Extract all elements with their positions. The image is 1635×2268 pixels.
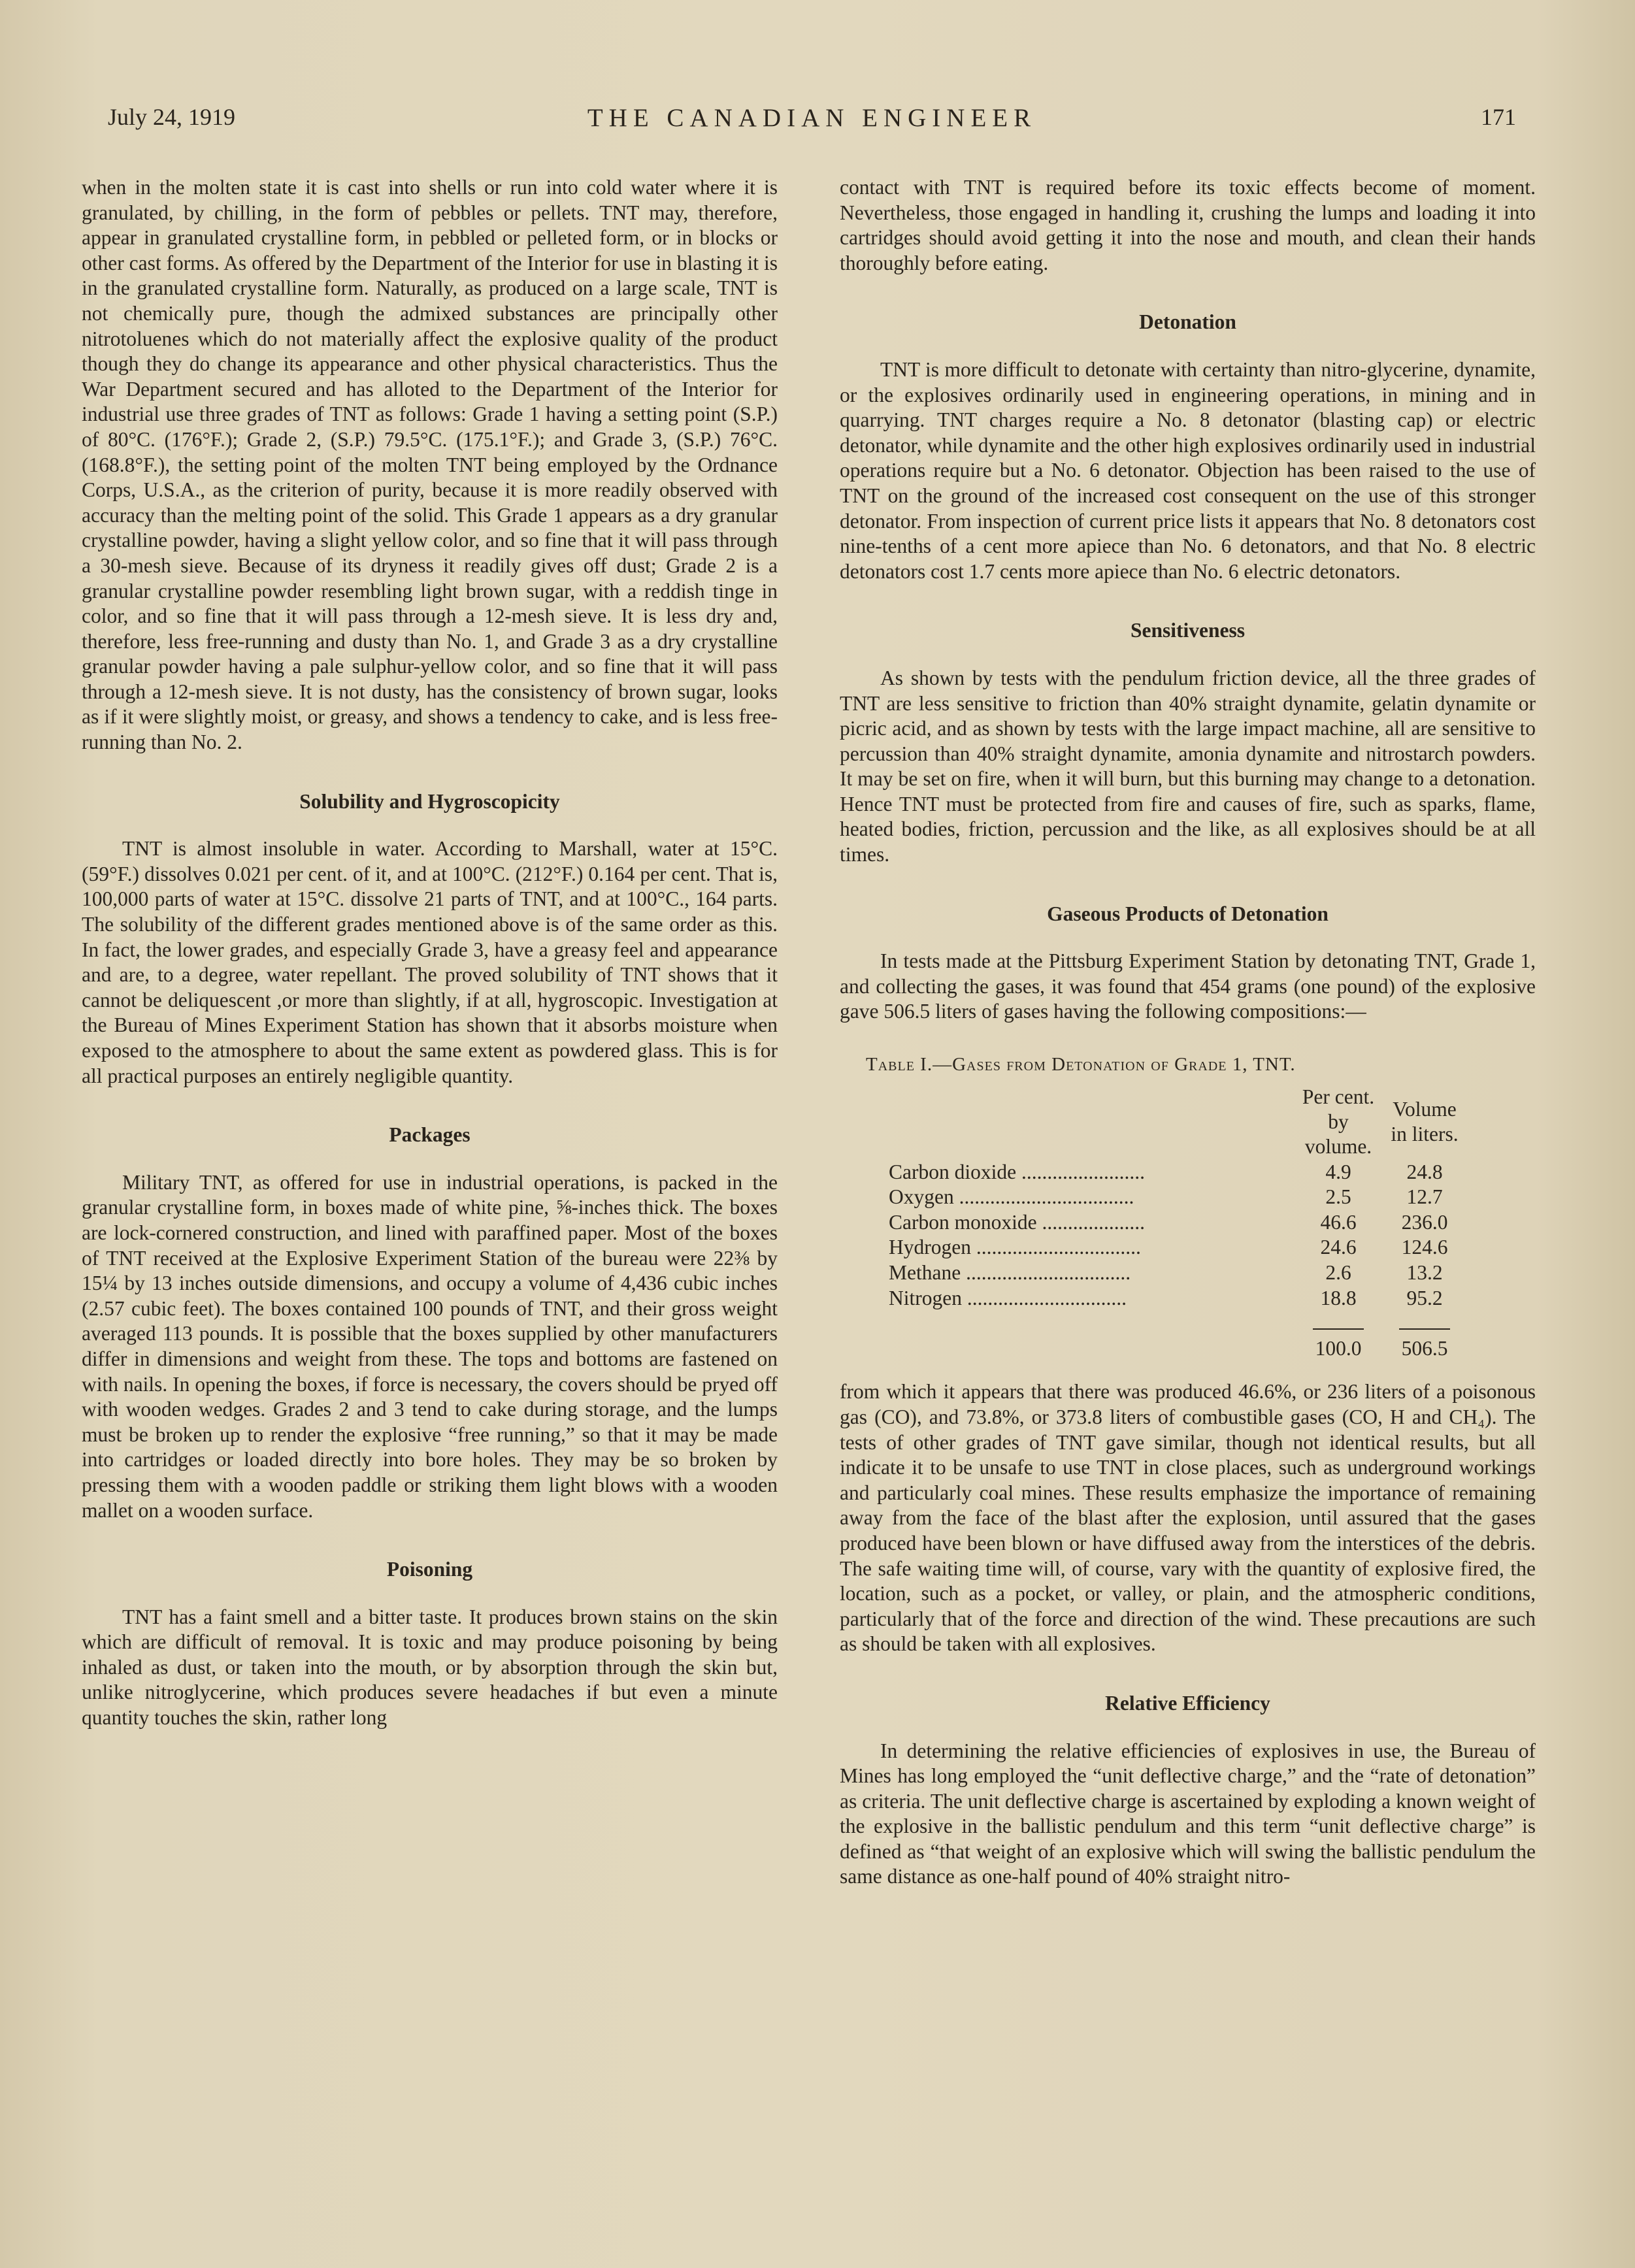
paragraph-detonation: TNT is more difficult to detonate with certainty than nitro-glycerine, dynamite, or the explosives ordinarily used in engineering operations, in mining and in quarrying. TNT charges require a No. 8 detonator (blasting cap) or electric detonator, while dynamite and the other high explosives ordinarily used in industrial operations require but a No. 6 detonator. Objection has been raised to the use of TNT on the ground of the increased cost consequent on the use of this stronger detonator. From inspection of current price lists it appears that No. 8 detonators cost nine-tenths of a cent more apiece than No. 6 detonators, and that No. 8 electric detonators cost 1.7 cents more apiece than No. 6 electric detonators. [840,357,1536,583]
heading-detonation: Detonation [1139,310,1236,334]
heading-gaseous-products: Gaseous Products of Detonation [1047,902,1329,925]
issue-date: July 24, 1919 [108,104,236,130]
paragraph-solubility: TNT is almost insoluble in water. According to Marshall, water at 15°C. (59°F.) dissolves 0.021 per cent. of it, and at 100°C. (212°F.) 0.164 per cent. That is, 100,000 parts of water at 15°C. dissolve 21 parts of TNT, and at 100°C., 164 parts. The solubility of the different grades mentioned above is of the same order as this. In fact, the lower grades, and especially Grade 3, have a greasy feel and appearance and are, to a degree, water repellant. The proved solubility of TNT shows that it cannot be deliquescent ,or more than slightly, if at all, hygroscopic. Investigation at the Bureau of Mines Experiment Station has shown that it absorbs moisture when exposed to the atmosphere to about the same extent as powdered glass. This is for all practical purposes an entirely negligible quantity. [82,837,778,1087]
sum-rule [1399,1328,1450,1330]
paragraph-gaseous-products: In tests made at the Pittsburg Experiment Station by detonating TNT, Grade 1, and collecting the gases, it was found that 454 grams (one pound) of the explosive gave 506.5 liters of gases having the following compositions:— [840,949,1536,1023]
table-total-row: 100.0 506.5 [1315,1336,1448,1360]
table-caption: Table I.—Gases from Detonation of Grade 1, TNT. [866,1054,1296,1076]
heading-relative-efficiency: Relative Efficiency [1105,1691,1270,1715]
paragraph-toxic-contact: contact with TNT is required before its toxic effects become of moment. Nevertheless, those engaged in handling it, crushing the lumps and loading it into cartridges should avoid getting it into the nose and mouth, and clean their hands thoroughly before eating. [840,176,1536,274]
table-rule-row [889,1311,1468,1336]
left-column [82,175,778,1731]
table-header-row [889,1084,1468,1160]
table-row: Methane ................................ 2.6 13.2 [889,1261,1443,1284]
table-row: Carbon monoxide .................... 46.6 236.0 [889,1210,1448,1234]
journal-title: THE CANADIAN ENGINEER [587,104,1037,132]
right-column [840,175,1536,1890]
sum-rule [1313,1328,1364,1330]
header-percent: Per cent. by volume. [1302,1085,1375,1158]
page-header [108,103,1516,142]
paragraph-poisoning: TNT has a faint smell and a bitter taste. It produces brown stains on the skin which are difficult of removal. It is toxic and may produce poisoning by being inhaled as dust, or taken into the mouth, or by absorption through the skin but, unlike nitroglycerine, which produces severe headaches if but even a minute quantity touches the skin, rather long [82,1605,778,1730]
table-row: Oxygen .................................. 2.5 12.7 [889,1185,1443,1209]
paragraph-gas-results: from which it appears that there was produced 46.6%, or 236 liters of a poisonous gas (CO), and 73.8%, or 373.8 liters of combustible gases (CO, H and CH₄). The tests of other grades of TNT gave similar, though not identical results, but all indicate it to be unsafe to use TNT in close places, such as underground workings and particularly coal mines. These results emphasize the importance of remaining away from the face of the blast after the explosion, until assured that the gases produced have been blown or have diffused away from the interstices of the debris. The safe waiting time will, of course, vary with the quantity of explosive fired, the location, such as a pocket, or valley, or plain, and the atmospheric conditions, particularly that of the force and direction of the wind. These precautions are such as should be taken with all explosives. [840,1380,1536,1656]
paragraph-sensitiveness: As shown by tests with the pendulum friction device, all the three grades of TNT are less sensitive to friction than 40% straight dynamite, gelatin dynamite or picric acid, and as shown by tests with the large impact machine, all are sensitive to percussion than 40% straight dynamite, amonia dynamite and nitrostarch powders. It may be set on fire, when it will burn, but this burning may change to a detonation. Hence TNT must be protected from fire and causes of fire, such as sparks, flame, heated bodies, friction, percussion and the like, as all explosives should be at all times. [840,666,1536,866]
heading-solubility: Solubility and Hygroscopicity [299,789,560,813]
heading-poisoning: Poisoning [386,1558,473,1581]
table-row: Hydrogen ................................ 24.6 124.6 [889,1236,1448,1259]
gas-table [889,1084,1468,1362]
paragraph-relative-efficiency: In determining the relative efficiencies of explosives in use, the Bureau of Mines has long employed the “unit deflective charge,” and the “rate of detonation” as criteria. The unit deflective charge is ascertained by exploding a known weight of the explosive in the ballistic pendulum and this term “unit deflective charge” is defined as “that weight of an explosive which will swing the ballistic pendulum the same distance as one-half pound of 40% straight nitro- [840,1739,1536,1888]
table-row: Nitrogen ............................... 18.8 95.2 [889,1286,1443,1309]
header-volume: Volume in liters. [1391,1097,1459,1145]
heading-sensitiveness: Sensitiveness [1130,619,1246,642]
table-row: Carbon dioxide ........................ 4.9 24.8 [889,1160,1443,1183]
heading-packages: Packages [389,1123,471,1147]
page-number: 171 [1481,104,1516,130]
paragraph-packages: Military TNT, as offered for use in industrial operations, is packed in the granular crystalline form, in boxes made of white pine, ⅝-inches thick. The boxes are lock-cornered construction, and lined with paraffined paper. Most of the boxes of TNT received at the Explosive Experiment Station of the bureau were 22⅜ by 15¼ by 13 inches outside dimensions, and occupy a volume of 4,436 cubic inches (2.57 cubic feet). The boxes contained 100 pounds of TNT, and their gross weight averaged 113 pounds. It is possible that the boxes supplied by other manufacturers differ in dimensions and weight from these. The tops and bottoms are fastened on with nails. In opening the boxes, if force is necessary, the covers should be pryed off with wooden wedges. Grades 2 and 3 tend to cake during storage, and the lumps must be broken up to render the explosive “free running,” so that it may be made into cartridges or loaded directly into bore holes. They may be so broken by pressing them with a wooden paddle or striking them light blows with a wooden mallet on a wooden surface. [82,1170,778,1522]
paragraph-tnt-grades: when in the molten state it is cast into shells or run into cold water where it is granulated, by chilling, in the form of pebbles or pellets. TNT may, therefore, appear in granulated crystalline form, in pebbled or pelleted form, or in blocks or other cast forms. As offered by the Department of the Interior for use in blasting it is in the granulated crystalline form. Naturally, as produced on a large scale, TNT is not chemically pure, though the admixed substances are principally other nitrotoluenes which do not materially affect the explosive quality of the product though they do change its appearance and other physical characteristics. Thus the War Department secured and has alloted to the Department of the Interior for industrial use three grades of TNT as follows: Grade 1 having a setting point (S.P.) of 80°C. (176°F.); Grade 2, (S.P.) 79.5°C. (175.1°F.); and Grade 3, (S.P.) 76°C. (168.8°F.), the setting point of the molten TNT being employed by the Ordnance Corps, U.S.A., as the criterion of purity, because it is more readily observed with accuracy than the melting point of the solid. This Grade 1 appears as a dry granular crystalline powder, having a slight yellow color, and so fine that it will pass through a 30-mesh sieve. Because of its dryness it readily gives off dust; Grade 2 is a granular crystalline powder resembling light brown sugar, with a reddish tinge in color, and so fine that it will pass through a 12-mesh sieve. It is less dry and, therefore, less free-running and dusty than No. 1, and Grade 3 as a dry crystalline granular powder having a pale sulphur-yellow color, and so fine that it will pass through a 12-mesh sieve. It is not dusty, has the consistency of brown sugar, looks as if it were slightly moist, or greasy, and shows a tendency to cake, and is less free-running than No. 2. [82,176,778,754]
